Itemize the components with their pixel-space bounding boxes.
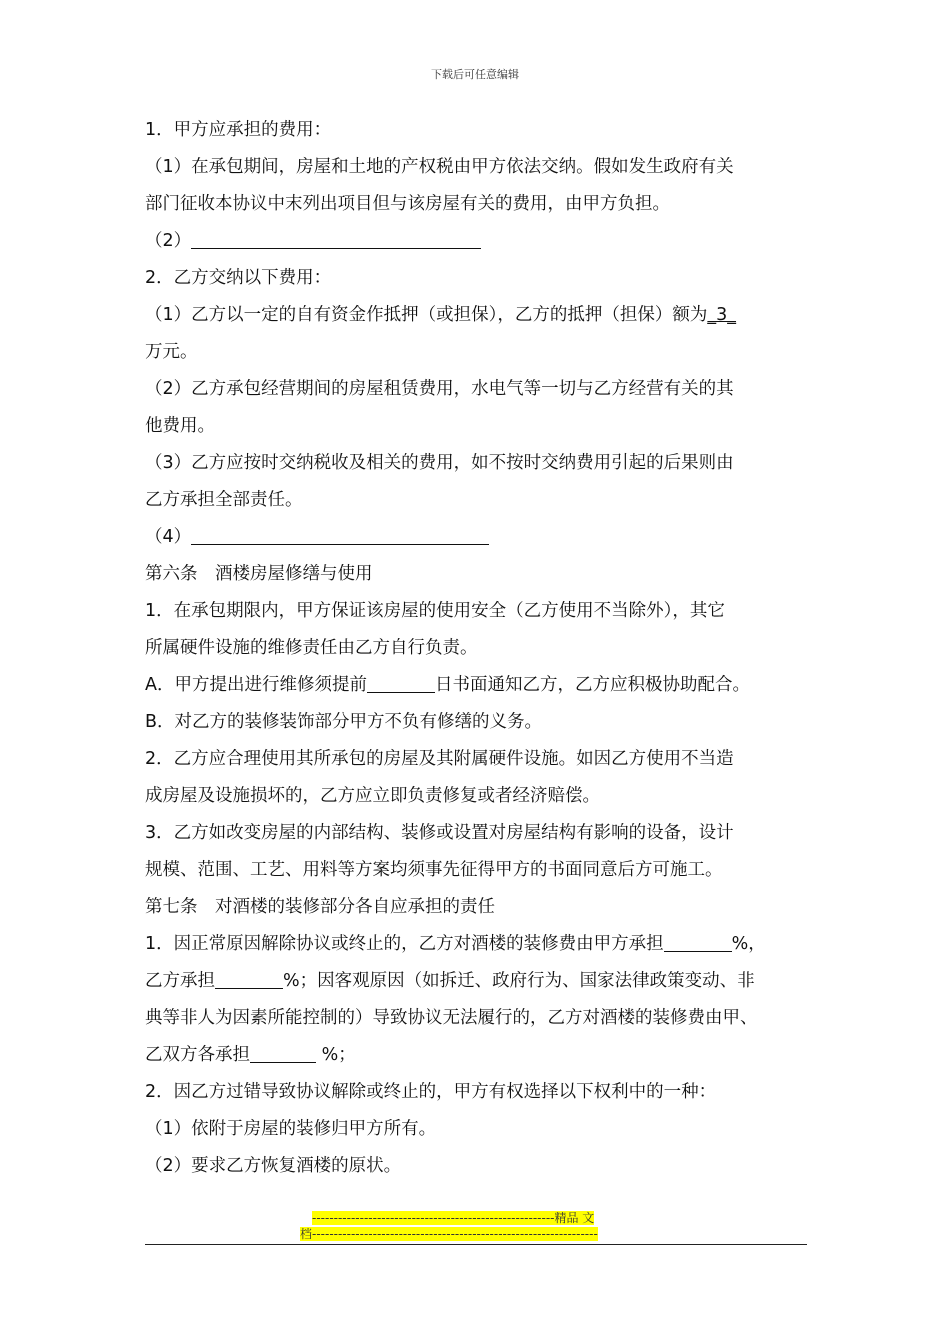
text-line bbox=[145, 297, 825, 334]
deposit-amount: _3_ bbox=[707, 305, 737, 325]
line-suffix: %；因客观原因（如拆迁、政府行为、国家法律政策变动、非 bbox=[283, 971, 755, 991]
text-line: 2．乙方应合理使用其所承包的房屋及其附属硬件设施。如因乙方使用不当造 bbox=[145, 749, 734, 769]
footer-line-2: 档------------------------------------------------------------------ bbox=[300, 1227, 598, 1241]
fill-in-blank bbox=[215, 968, 283, 989]
text-line bbox=[145, 1037, 825, 1074]
line-prefix: A．甲方提出进行维修须提前 bbox=[145, 675, 367, 695]
line-suffix: %； bbox=[316, 1045, 356, 1065]
text-line bbox=[145, 963, 825, 1000]
text-line: 1．在承包期限内，甲方保证该房屋的使用安全（乙方使用不当除外），其它 bbox=[145, 601, 725, 621]
document-body bbox=[145, 112, 825, 1185]
line-suffix: 日书面通知乙方，乙方应积极协助配合。 bbox=[434, 675, 750, 695]
fill-in-blank bbox=[191, 524, 489, 545]
text-line: 他费用。 bbox=[145, 416, 215, 436]
line-suffix: %， bbox=[731, 934, 766, 954]
text-line: （2）要求乙方恢复酒楼的原状。 bbox=[145, 1156, 402, 1176]
text-line: 2．因乙方过错导致协议解除或终止的，甲方有权选择以下权利中的一种： bbox=[145, 1082, 717, 1102]
line-prefix: （2） bbox=[145, 231, 192, 251]
text-line: （3）乙方应按时交纳税收及相关的费用，如不按时交纳费用引起的后果则由 bbox=[145, 453, 734, 473]
section-heading: 第六条 酒楼房屋修缮与使用 bbox=[145, 564, 373, 584]
text-line: 成房屋及设施损坏的，乙方应立即负责修复或者经济赔偿。 bbox=[145, 786, 600, 806]
section-heading: 第七条 对酒楼的装修部分各自应承担的责任 bbox=[145, 897, 495, 917]
text-line: （1）依附于房屋的装修归甲方所有。 bbox=[145, 1119, 437, 1139]
footer-line-1: --------------------------------------------------------精品 文 bbox=[312, 1211, 595, 1225]
text-line: 1．甲方应承担的费用： bbox=[145, 120, 332, 140]
line-prefix: 乙方承担 bbox=[145, 971, 215, 991]
line-prefix: （4） bbox=[145, 527, 192, 547]
text-line: 2．乙方交纳以下费用： bbox=[145, 268, 332, 288]
line-prefix: 1．因正常原因解除协议或终止的，乙方对酒楼的装修费由甲方承担 bbox=[145, 934, 664, 954]
page-header: 下载后可任意编辑 bbox=[431, 68, 519, 81]
text-line: 规模、范围、工艺、用料等方案均须事先征得甲方的书面同意后方可施工。 bbox=[145, 860, 723, 880]
text-line bbox=[145, 519, 825, 556]
text-line: 部门征收本协议中末列出项目但与该房屋有关的费用，由甲方负担。 bbox=[145, 194, 670, 214]
text-line: B．对乙方的装修装饰部分甲方不负有修缮的义务。 bbox=[145, 712, 543, 732]
footer-watermark bbox=[300, 1210, 650, 1242]
text-line bbox=[145, 223, 825, 260]
text-line bbox=[145, 926, 825, 963]
fill-in-blank bbox=[664, 931, 732, 952]
text-line bbox=[145, 667, 825, 704]
text-line: 乙方承担全部责任。 bbox=[145, 490, 303, 510]
fill-in-blank bbox=[191, 228, 481, 249]
text-line: 典等非人为因素所能控制的）导致协议无法履行的，乙方对酒楼的装修费由甲、 bbox=[145, 1008, 758, 1028]
text-line: （2）乙方承包经营期间的房屋租赁费用，水电气等一切与乙方经营有关的其 bbox=[145, 379, 734, 399]
text-line: （1）在承包期间，房屋和土地的产权税由甲方依法交纳。假如发生政府有关 bbox=[145, 157, 734, 177]
fill-in-blank bbox=[367, 672, 435, 693]
fill-in-blank bbox=[250, 1042, 316, 1063]
footer-divider bbox=[145, 1244, 807, 1245]
line-prefix: 乙双方各承担 bbox=[145, 1045, 250, 1065]
text-line: 3．乙方如改变房屋的内部结构、装修或设置对房屋结构有影响的设备，设计 bbox=[145, 823, 734, 843]
line-prefix: （1）乙方以一定的自有资金作抵押（或担保），乙方的抵押（担保）额为 bbox=[145, 305, 708, 325]
text-line: 万元。 bbox=[145, 342, 198, 362]
text-line: 所属硬件设施的维修责任由乙方自行负责。 bbox=[145, 638, 478, 658]
